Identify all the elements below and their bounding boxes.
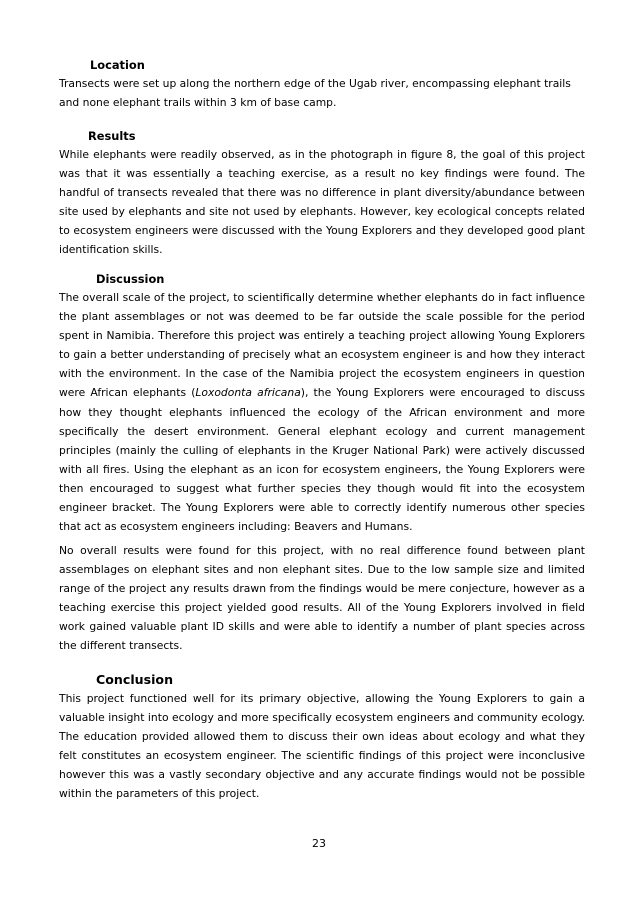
conclusion-heading: Conclusion xyxy=(96,672,174,687)
discussion-p1-text-a: The overall scale of the project, to scientifically determine whether elephants do in fact influence the plant assemblages or not was deemed to be far outside the scale possible for the period spent in Namibia. Therefore this project was entirely a teaching project allowing Young Explorers to gain a better understanding of precisely what an ecosystem engineer is and how they interact with the environment. In the case of the Namibia project the ecosystem engineers in question were African elephants ( xyxy=(59,291,585,400)
discussion-paragraph-1 xyxy=(59,288,585,536)
discussion-heading: Discussion xyxy=(96,272,165,286)
location-paragraph: Transects were set up along the northern edge of the Ugab river, encompassing elephant trails and none elephant trails within 3 km of base camp. xyxy=(59,77,571,110)
discussion-paragraph-2: No overall results were found for this project, with no real difference found between plant assemblages on elephant sites and non elephant sites. Due to the low sample size and limited range of the project any results drawn from the findings would be mere conjecture, however as a teaching exercise this project yielded good results. All of the Young Explorers involved in field work gained valuable plant ID skills and were able to identify a number of plant species across the different transects. xyxy=(59,544,585,653)
location-heading: Location xyxy=(90,58,145,72)
results-heading: Results xyxy=(88,129,136,143)
conclusion-paragraph: This project functioned well for its primary objective, allowing the Young Explorers to gain a valuable insight into ecology and more specifically ecosystem engineers and community ecology. The education provided allowed them to discuss their own ideas about ecology and what they felt constitutes an ecosystem engineer. The scientific findings of this project were inconclusive however this was a vastly secondary objective and any accurate findings would not be possible within the parameters of this project. xyxy=(59,692,585,801)
results-paragraph: While elephants were readily observed, as in the photograph in figure 8, the goal of this project was that it was essentially a teaching exercise, as a result no key findings were found. The handful of transects revealed that there was no difference in plant diversity/abundance between site used by elephants and site not used by elephants. However, key ecological concepts related to ecosystem engineers were discussed with the Young Explorers and they developed good plant identification skills. xyxy=(59,148,585,257)
discussion-p1-text-b: ), the Young Explorers were encouraged to discuss how they thought elephants influenced the ecology of the African environment and more specifically the desert environment. General elephant ecology and current management principles (mainly the culling of elephants in the Kruger National Park) were actively discussed with all fires. Using the elephant as an icon for ecosystem engineers, the Young Explorers were then encouraged to suggest what further species they though would fit into the ecosystem engineer bracket. The Young Explorers were able to correctly identify numerous other species that act as ecosystem engineers including: Beavers and Humans. xyxy=(59,386,585,534)
species-name: Loxodonta africana xyxy=(195,386,301,400)
page-number: 23 xyxy=(312,837,326,850)
